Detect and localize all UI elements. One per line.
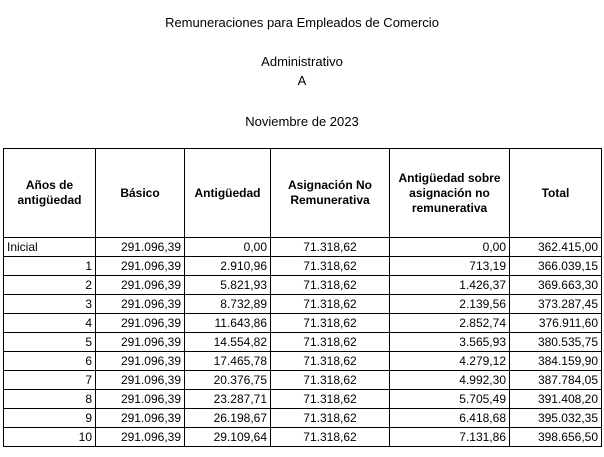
seniority-cell: 17.465,78	[185, 352, 271, 371]
table-row	[4, 390, 602, 409]
basic-cell: 291.096,39	[96, 428, 185, 447]
total-cell: 398.656,50	[510, 428, 602, 447]
seniority-non-remunerative-cell: 1.426,37	[390, 276, 510, 295]
table-row	[4, 409, 602, 428]
non-remunerative-cell: 71.318,62	[271, 257, 390, 276]
years-cell: 6	[4, 352, 96, 371]
seniority-non-remunerative-cell: 2.852,74	[390, 314, 510, 333]
seniority-non-remunerative-cell: 4.992,30	[390, 371, 510, 390]
table-row	[4, 333, 602, 352]
salary-table	[3, 148, 602, 447]
seniority-cell: 20.376,75	[185, 371, 271, 390]
non-remunerative-cell: 71.318,62	[271, 409, 390, 428]
basic-cell: 291.096,39	[96, 295, 185, 314]
total-cell: 384.159,90	[510, 352, 602, 371]
non-remunerative-cell: 71.318,62	[271, 314, 390, 333]
basic-cell: 291.096,39	[96, 276, 185, 295]
basic-cell: 291.096,39	[96, 371, 185, 390]
years-cell: 8	[4, 390, 96, 409]
table-row	[4, 371, 602, 390]
basic-cell: 291.096,39	[96, 238, 185, 257]
table-row	[4, 352, 602, 371]
total-cell: 380.535,75	[510, 333, 602, 352]
years-cell: 9	[4, 409, 96, 428]
years-cell: 2	[4, 276, 96, 295]
table-row	[4, 428, 602, 447]
table-row	[4, 314, 602, 333]
seniority-cell: 8.732,89	[185, 295, 271, 314]
seniority-cell: 0,00	[185, 238, 271, 257]
seniority-non-remunerative-cell: 0,00	[390, 238, 510, 257]
column-header-years: Años de antigüedad	[4, 149, 96, 238]
seniority-non-remunerative-cell: 2.139,56	[390, 295, 510, 314]
seniority-non-remunerative-cell: 5.705,49	[390, 390, 510, 409]
seniority-cell: 5.821,93	[185, 276, 271, 295]
seniority-non-remunerative-cell: 6.418,68	[390, 409, 510, 428]
basic-cell: 291.096,39	[96, 314, 185, 333]
years-cell: 7	[4, 371, 96, 390]
seniority-non-remunerative-cell: 713,19	[390, 257, 510, 276]
seniority-cell: 2.910,96	[185, 257, 271, 276]
years-cell: 1	[4, 257, 96, 276]
seniority-cell: 23.287,71	[185, 390, 271, 409]
basic-cell: 291.096,39	[96, 257, 185, 276]
seniority-non-remunerative-cell: 3.565,93	[390, 333, 510, 352]
column-header-basic: Básico	[96, 149, 185, 238]
total-cell: 366.039,15	[510, 257, 602, 276]
table-row	[4, 257, 602, 276]
document-title: Remuneraciones para Empleados de Comercio	[165, 15, 439, 30]
years-cell: 4	[4, 314, 96, 333]
total-cell: 376.911,60	[510, 314, 602, 333]
seniority-non-remunerative-cell: 7.131,86	[390, 428, 510, 447]
pay-period: Noviembre de 2023	[245, 114, 359, 129]
total-cell: 362.415,00	[510, 238, 602, 257]
years-cell: 3	[4, 295, 96, 314]
non-remunerative-cell: 71.318,62	[271, 238, 390, 257]
total-cell: 391.408,20	[510, 390, 602, 409]
basic-cell: 291.096,39	[96, 352, 185, 371]
seniority-cell: 26.198,67	[185, 409, 271, 428]
non-remunerative-cell: 71.318,62	[271, 428, 390, 447]
total-cell: 369.663,30	[510, 276, 602, 295]
non-remunerative-cell: 71.318,62	[271, 352, 390, 371]
column-header-seniority: Antigüedad	[185, 149, 271, 238]
table-header-row	[4, 149, 602, 238]
non-remunerative-cell: 71.318,62	[271, 295, 390, 314]
non-remunerative-cell: 71.318,62	[271, 390, 390, 409]
total-cell: 373.287,45	[510, 295, 602, 314]
total-cell: 387.784,05	[510, 371, 602, 390]
seniority-cell: 11.643,86	[185, 314, 271, 333]
seniority-cell: 29.109,64	[185, 428, 271, 447]
column-header-total: Total	[510, 149, 602, 238]
employee-level: A	[297, 73, 307, 88]
table-row	[4, 295, 602, 314]
column-header-non-remunerative: Asignación No Remunerativa	[271, 149, 390, 238]
years-cell: 10	[4, 428, 96, 447]
total-cell: 395.032,35	[510, 409, 602, 428]
basic-cell: 291.096,39	[96, 390, 185, 409]
non-remunerative-cell: 71.318,62	[271, 333, 390, 352]
basic-cell: 291.096,39	[96, 409, 185, 428]
employee-category: Administrativo	[261, 54, 343, 69]
years-cell: 5	[4, 333, 96, 352]
non-remunerative-cell: 71.318,62	[271, 371, 390, 390]
seniority-cell: 14.554,82	[185, 333, 271, 352]
years-cell: Inicial	[4, 238, 96, 257]
seniority-non-remunerative-cell: 4.279,12	[390, 352, 510, 371]
column-header-seniority-non-remunerative: Antigüedad sobre asignación no remunerativa	[390, 149, 510, 238]
non-remunerative-cell: 71.318,62	[271, 276, 390, 295]
basic-cell: 291.096,39	[96, 333, 185, 352]
table-row	[4, 238, 602, 257]
table-row	[4, 276, 602, 295]
